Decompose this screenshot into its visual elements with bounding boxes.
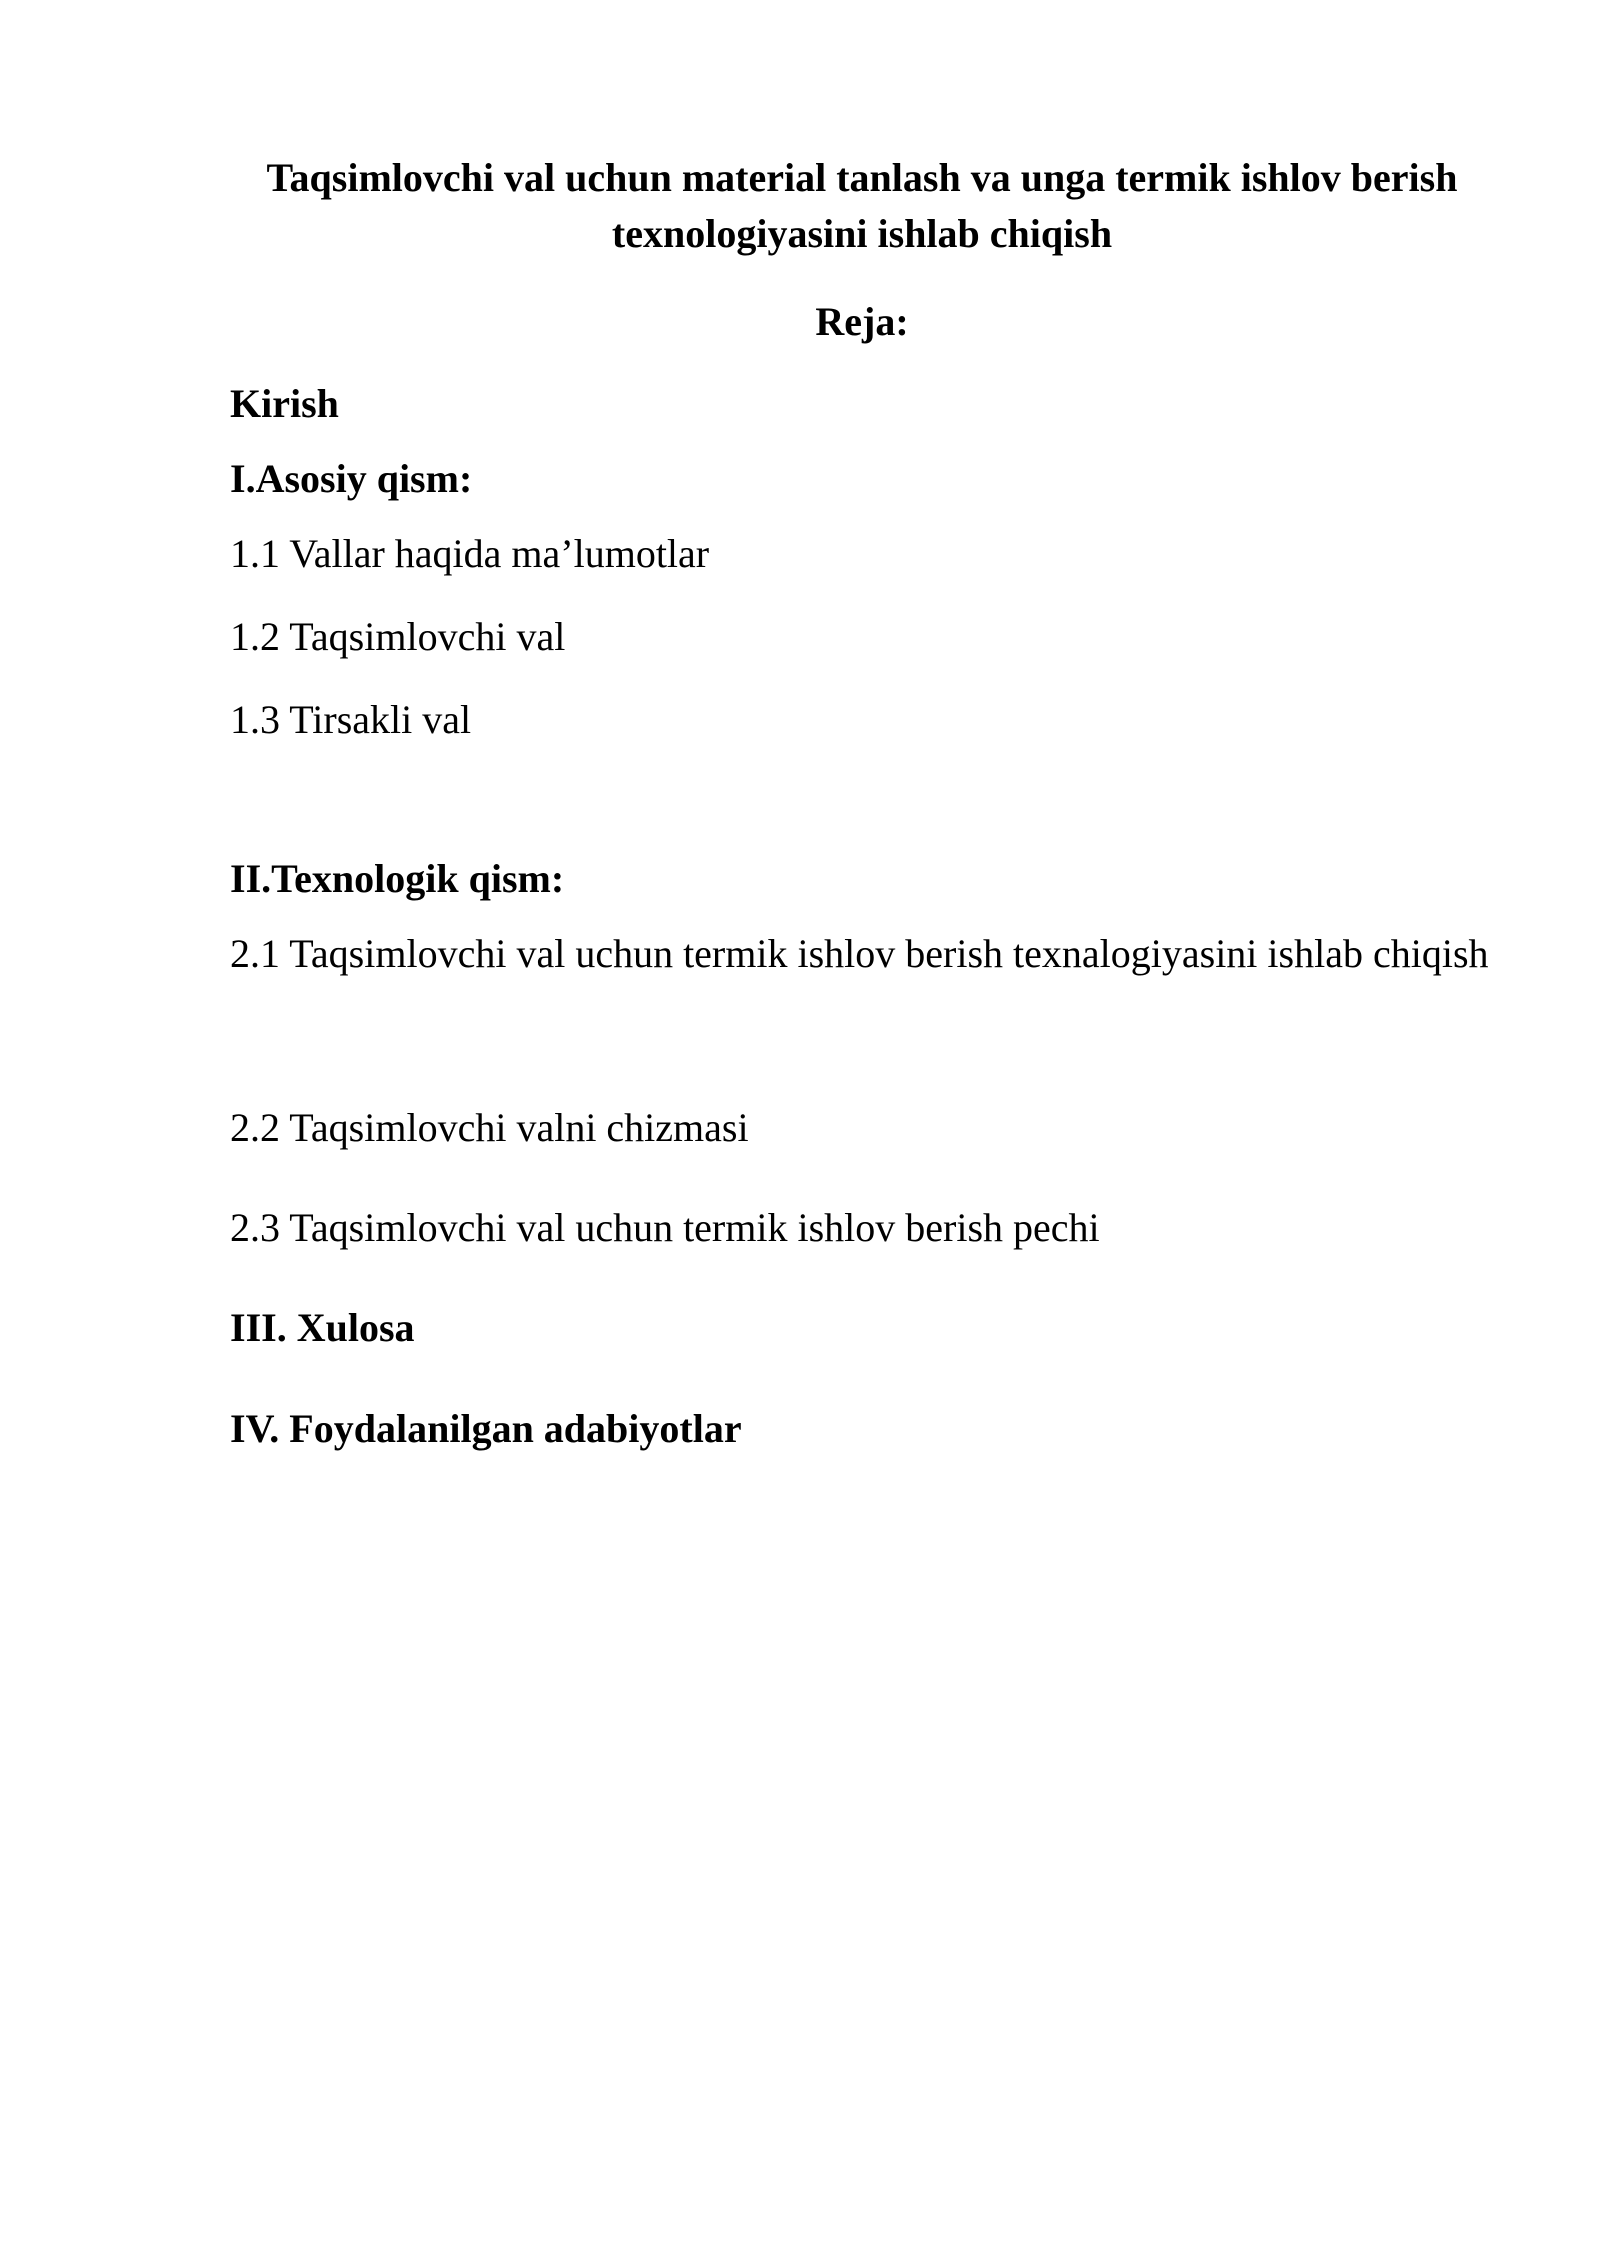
document-title: Taqsimlovchi val uchun material tanlash va unga termik ishlov berish texnologiyasini ishlab chiqish [266,155,1458,256]
references-heading: IV. Foydalanilgan adabiyotlar [230,1406,742,1451]
part1-item: 1.2 Taqsimlovchi val [230,614,566,659]
part2-item: 2.1 Taqsimlovchi val uchun termik ishlov berish texnalogiyasini ishlab chiqish [230,931,1489,976]
intro-heading: Kirish [230,381,339,426]
conclusion-heading: III. Xulosa [230,1305,415,1350]
part1-item: 1.1 Vallar haqida ma’lumotlar [230,531,710,576]
part1-heading: I.Asosiy qism: [230,456,473,501]
part2-item: 2.2 Taqsimlovchi valni chizmasi [230,1105,749,1150]
part2-item: 2.3 Taqsimlovchi val uchun termik ishlov berish pechi [230,1205,1100,1250]
part1-item: 1.3 Tirsakli val [230,697,472,742]
plan-heading: Reja: [815,299,909,344]
part2-heading: II.Texnologik qism: [230,856,565,901]
